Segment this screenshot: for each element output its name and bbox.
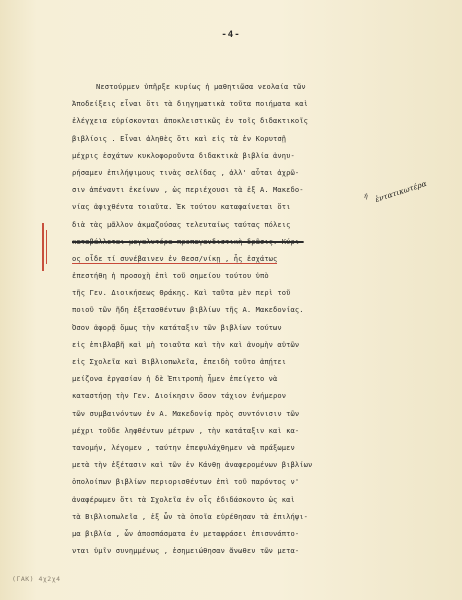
red-margin-mark bbox=[42, 223, 44, 271]
text-line: νίας ἀφιχθέντα τοιαῦτα. Ἐκ τούτου καταφαίνεται ὅτι bbox=[72, 202, 291, 212]
text-line: εἰς ἐπιβλαβῆ καὶ μὴ τοιαῦτα καὶ τὴν καὶ ἀνομὴν αὐτῶν bbox=[72, 339, 300, 349]
text-line: εἰς Σχολεῖα καὶ Βιβλιοπωλεῖα, ἐπειδὴ τοῦτο ἀπῄτει bbox=[72, 357, 287, 366]
text-line: τῶν συμβαινόντων ἐν Α. Μακεδονίᾳ πρὸς συντόνισιν τῶν bbox=[72, 408, 300, 418]
struck-text-line: καταβάλλεται μεγαλυτέρα προπαγανδιστικὴ δρᾶσις. Κύρι- bbox=[72, 236, 304, 246]
text-line: καταστήσῃ τὴν Γεν. Διοίκησιν ὅσον τάχιον ἐνήμερον bbox=[72, 391, 287, 401]
text-line: ἐπεστήθη ἡ προσοχὴ ἐπὶ τοῦ σημείου τούτου ὑπὸ bbox=[72, 271, 269, 281]
text-line: ἀναφέρωμεν ὅτι τὰ Σχολεῖα ἐν οἷς ἐδιδάσκοντο ὡς καὶ bbox=[72, 494, 295, 504]
text-line: τῆς Γεν. Διοικήσεως Θράκης. Καὶ ταῦτα μὲν περὶ τοῦ bbox=[72, 288, 291, 298]
red-margin-mark-secondary bbox=[46, 230, 47, 264]
handwritten-insertion: ή bbox=[364, 193, 368, 200]
typed-body-text bbox=[72, 78, 447, 559]
text-line: μα βιβλία , ὧν ἀποσπάσματα ἐν μεταφράσει ἐπισυνάπτο- bbox=[72, 528, 300, 538]
text-line: μέχρι τοῦδε ληφθέντων μέτρων , τὴν κατάταξιν καὶ κα- bbox=[72, 425, 300, 435]
text-line: ὁπολοίπων βιβλίων περιορισθέντων ἐπὶ τοῦ παρόντος ν' bbox=[72, 477, 300, 487]
red-underlined-text: ος οἶδε τί συνέβαινεν ἐν Θεσσ/νίκῃ , ἧς ἐσχάτως bbox=[72, 253, 278, 263]
text-line: μέχρις ἐσχάτων κυκλοφοροῦντα διδακτικὰ βιβλία ἀνηυ- bbox=[72, 150, 295, 160]
text-line: τὰ Βιβλιοπωλεῖα , ἐξ ὧν τὰ ὁποῖα εὑρέθησαν τὰ ἐπιλήψι- bbox=[72, 511, 309, 521]
text-line: διὰ τὰς μᾶλλον ἀκμαζούσας τελευταίως ταύτας πόλεις bbox=[72, 219, 291, 229]
text-line: Ὅσον ἀφορᾷ ὅμως τὴν κατάταξιν τῶν βιβλίων τούτων bbox=[72, 322, 282, 332]
page-number: -4- bbox=[221, 30, 241, 40]
text-line: μετὰ τὴν ἐξέτασιν καὶ τῶν ἐν Κάνθῃ ἀναφερομένων βιβλίων bbox=[72, 460, 313, 470]
text-line-underlined bbox=[72, 250, 447, 267]
text-line: ἐλέγχεια εὑρίσκονται ἀποκλειστικῶς ἐν τοῖς διδακτικοῖς bbox=[72, 116, 309, 126]
archive-reference: (ΓΑΚ) 4χ2χ4 bbox=[12, 575, 61, 583]
text-line: Νεστούρμεν ὑπῆρξε κυρίως ἡ μαθητιῶσα νεολαία τῶν bbox=[96, 82, 306, 91]
text-line: σιν ἀπέναντι ἐκείνων , ὡς περιέχουσι τὰ ἐξ Α. Μακεδο- bbox=[72, 185, 304, 195]
text-line: ρήσαμεν ἐπιλήψιμους τινὰς σελίδας , ἀλλ' αὗται ἀχρῶ- bbox=[72, 167, 300, 177]
handwritten-margin-note: ἐντατικωτέρα bbox=[373, 178, 428, 205]
text-line: νται ὑμῖν συνημμένως , ἐσημειώθησαν ἄνωθεν τῶν μετα- bbox=[72, 546, 300, 556]
text-line: ποιοῦ τῶν ἤδη ἐξετασθέντων βιβλίων τῆς Α. Μακεδονίας. bbox=[72, 305, 304, 315]
text-line: τανομήν, λέγομεν , ταύτην ἐπεφυλάχθημεν νὰ πράξωμεν bbox=[72, 442, 295, 452]
text-line: Ἀποδείξεις εἶναι ὅτι τὰ διηγηματικὰ τοῦτα ποιήματα καὶ bbox=[72, 99, 309, 109]
text-line: μείζονα ἐργασίαν ἡ δὲ Ἐπιτροπὴ ἦμεν ἐπείγετο νὰ bbox=[72, 374, 278, 384]
text-line: βιβλίοις . Εἶναι ἀληθὲς ὅτι καὶ εἰς τὰ ἐν Κορυτσῇ bbox=[72, 133, 287, 143]
